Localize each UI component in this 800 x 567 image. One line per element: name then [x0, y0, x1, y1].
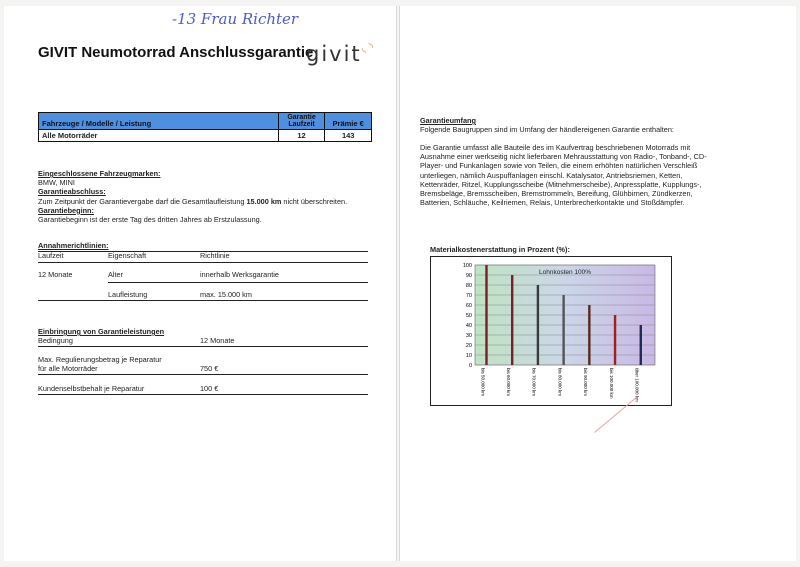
acceptance-row2-rule: max. 15.000 km — [200, 290, 252, 299]
cell-vehicles: Alle Motorräder — [39, 130, 279, 142]
scope-text — [420, 143, 790, 207]
brands-heading: Eingeschlossene Fahrzeugmarken: — [38, 169, 161, 178]
divider — [38, 346, 368, 347]
scope-line: Player- und Funkanlagen sowie von Teilen, die einem erhöhten natürlichen Verschleiß — [420, 161, 698, 171]
brands-text: BMW, MINI — [38, 178, 75, 188]
page-title: GIVIT Neumotorrad Anschlussgarantie — [38, 44, 314, 61]
y-tick-label: 80 — [465, 283, 472, 289]
scope-line: Bremsbeläge, Bremsscheiben, Bremstrommeln, Bereifung, Glühbirnen, Zündkerzen, — [420, 189, 693, 199]
closing-km: 15.000 km — [246, 196, 282, 206]
chart-frame — [430, 256, 672, 406]
y-tick-label: 50 — [465, 313, 472, 319]
acceptance-col-rule: Richtlinie — [200, 251, 230, 260]
y-tick-label: 100 — [462, 263, 472, 269]
y-tick-label: 10 — [465, 353, 472, 359]
y-tick-label: 0 — [468, 363, 472, 369]
handwritten-note: -13 Frau Richter — [172, 10, 299, 28]
y-tick-label: 60 — [465, 303, 472, 309]
closing-text — [38, 197, 388, 206]
table-row — [39, 130, 372, 142]
scope-line: Batterien, Schläuche, Keilriemen, Relais, Unterbrecherkontakte und Stoßdämpfer. — [420, 198, 685, 208]
cell-term: 12 — [278, 130, 325, 142]
cell-premium: 143 — [325, 130, 372, 142]
x-tick-label: bis 70.000 km — [531, 368, 537, 397]
claims-self-label: Kundenselbstbehalt je Reparatur — [38, 384, 145, 393]
x-tick-label: bis 50.000 km — [480, 368, 486, 397]
y-tick-label: 20 — [465, 343, 472, 349]
scope-line: Die Garantie umfasst alle Bauteile des im Kaufvertrag beschriebenen Motorrads mit — [420, 143, 691, 152]
closing-text-post: nicht überschreiten. — [281, 196, 348, 206]
divider — [38, 394, 368, 395]
y-tick-label: 30 — [465, 333, 472, 339]
acceptance-row1-term: 12 Monate — [38, 270, 73, 279]
chart-annotation: Lohnkosten 100% — [539, 269, 592, 276]
scope-line: Ausnahme einer werkseitig nicht lieferbaren Mehrausstattung von Radio-, Tonband-, CD- — [420, 152, 707, 162]
table-header-row — [39, 113, 372, 130]
y-tick-label: 40 — [465, 323, 472, 329]
y-tick-label: 90 — [465, 273, 472, 279]
x-tick-label: bis 80.000 km — [557, 368, 563, 397]
begin-text: Garantiebeginn ist der erste Tag des dritten Jahres ab Erstzulassung. — [38, 215, 262, 225]
claims-max-value: 750 € — [200, 364, 219, 373]
acceptance-col-property: Eigenschaft — [108, 251, 147, 260]
begin-heading: Garantiebeginn: — [38, 205, 94, 215]
included-section — [38, 169, 388, 224]
divider — [38, 374, 368, 375]
x-tick-label: über 100.000 km — [634, 368, 640, 402]
right-page — [400, 6, 796, 561]
claims-max-label-1: Max. Regulierungsbetrag je Reparatur — [38, 355, 162, 364]
col-header-term: Garantie Laufzeit — [278, 113, 325, 130]
x-tick-label: bis 60.000 km — [506, 368, 511, 397]
scope-heading: Garantieumfang — [420, 116, 476, 125]
acceptance-row2-property: Laufleistung — [108, 290, 148, 299]
bar-chart — [431, 257, 671, 405]
acceptance-row1-rule: innerhalb Werksgarantie — [200, 270, 279, 279]
logo-swoosh-icon: ◟◝ — [361, 40, 375, 54]
col-header-premium: Prämie € — [325, 113, 372, 130]
closing-text-pre: Zum Zeitpunkt der Garantievergabe darf die Gesamtlaufleistung — [38, 196, 247, 206]
claims-cond-label: Bedingung — [38, 336, 73, 345]
claims-cond-value: 12 Monate — [200, 336, 235, 345]
bar — [537, 285, 539, 365]
left-page — [4, 6, 396, 561]
col-header-vehicles: Fahrzeuge / Modelle / Leistung — [39, 113, 279, 130]
scope-line: Kettenräder, Ritzel, Kupplungsscheibe (Mitnehmerscheibe), Anpressplatte, Kupplungs-, — [420, 179, 702, 189]
scope-intro: Folgende Baugruppen sind im Umfang der händlereigenen Garantie enthalten: — [420, 125, 674, 134]
acceptance-row1-property: Alter — [108, 270, 124, 279]
divider — [38, 300, 368, 301]
acceptance-col-term: Laufzeit — [38, 251, 64, 260]
divider — [38, 262, 368, 263]
bar — [511, 275, 513, 365]
bar — [485, 265, 487, 365]
guarantee-table — [38, 112, 372, 142]
logo-text: givit — [306, 42, 362, 66]
claims-self-value: 100 € — [200, 384, 219, 393]
chart-title: Materialkostenerstattung in Prozent (%): — [430, 245, 570, 254]
x-tick-label: bis 90.000 km — [583, 368, 589, 397]
scope-line: unterliegen, nämlich Auspuffanlagen einschl. Katalysator, Antriebsriemen, Ketten, — [420, 170, 683, 180]
bar — [640, 325, 642, 365]
closing-heading: Garantieabschluss: — [38, 187, 106, 197]
bar — [614, 315, 616, 365]
divider — [108, 282, 368, 283]
y-tick-label: 70 — [465, 293, 472, 299]
bar — [562, 295, 564, 365]
claims-heading: Einbringung von Garantieleistungen — [38, 327, 165, 336]
x-tick-label: bis 100.000 km — [608, 368, 614, 399]
bar — [588, 305, 590, 365]
claims-max-label-2: für alle Motorräder — [38, 364, 98, 373]
acceptance-heading: Annahmerichtlinien: — [38, 241, 109, 250]
givit-logo — [306, 42, 375, 66]
